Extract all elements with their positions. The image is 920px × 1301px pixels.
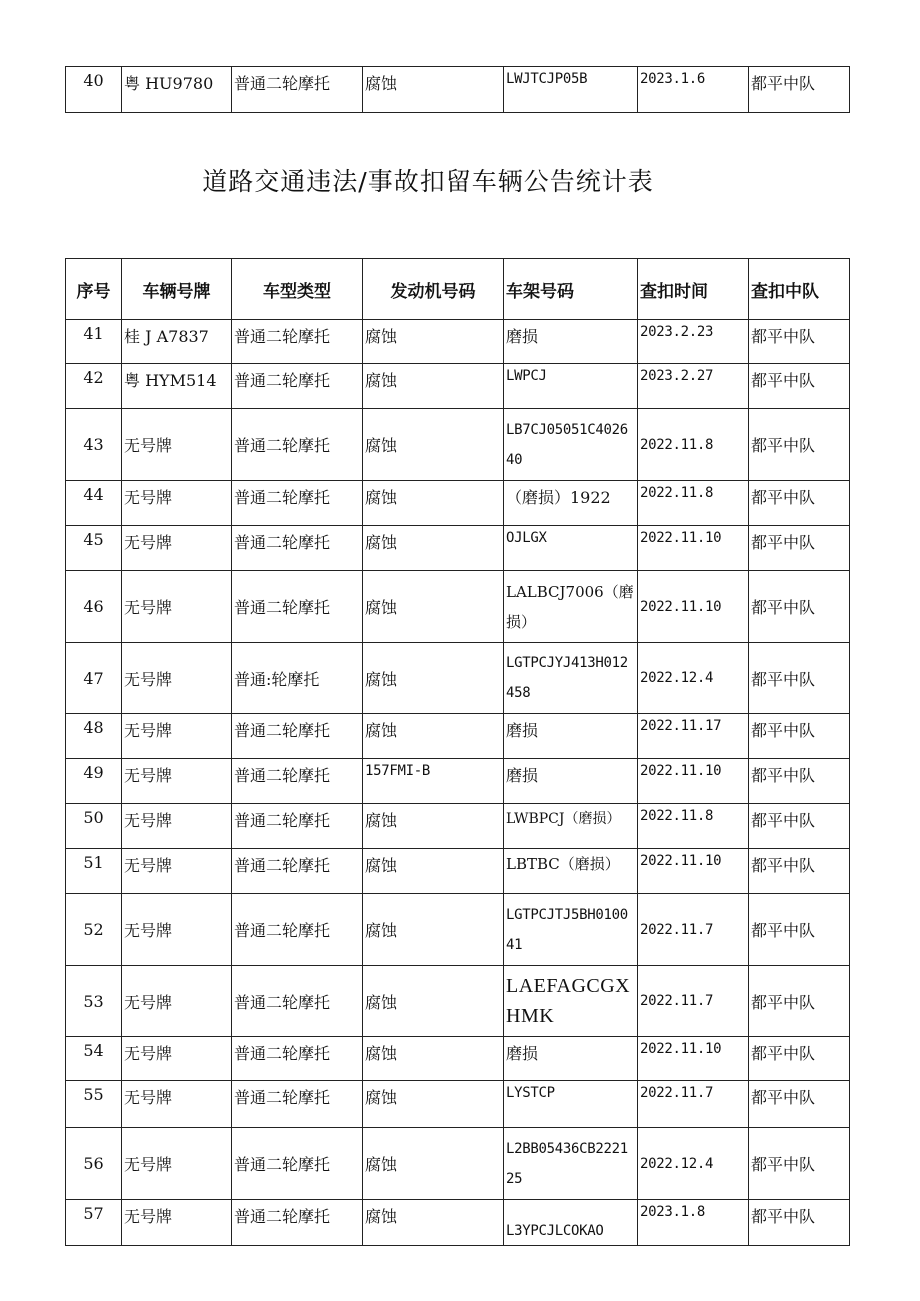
table-row [66, 526, 850, 571]
plate-cell: 无号牌 [122, 409, 232, 481]
squad-cell: 都平中队 [749, 1128, 850, 1200]
row-number: 51 [66, 849, 122, 894]
table-header-row [66, 259, 850, 320]
seizure-date-cell: 2022.11.10 [638, 849, 749, 894]
header-plate: 车辆号牌 [122, 259, 232, 320]
plate-cell: 粤 HU9780 [122, 67, 232, 113]
seizure-date-cell: 2022.11.7 [638, 966, 749, 1037]
frame-number-cell: 磨损 [504, 320, 638, 364]
seizure-date-cell: 2022.11.8 [638, 481, 749, 526]
frame-number-cell: LYSTCP [504, 1081, 638, 1128]
table-row [66, 1037, 850, 1081]
vehicle-type-cell: 普通二轮摩托 [232, 1128, 363, 1200]
frame-number-cell: LALBCJ7006（磨损） [504, 571, 638, 643]
impounded-vehicles-table [65, 258, 850, 1246]
vehicle-type-cell: 普通二轮摩托 [232, 571, 363, 643]
vehicle-type-cell: 普通二轮摩托 [232, 67, 363, 113]
plate-cell: 桂 J A7837 [122, 320, 232, 364]
plate-cell: 无号牌 [122, 526, 232, 571]
table-row [66, 759, 850, 804]
table-row [66, 320, 850, 364]
engine-number-cell: 腐蚀 [363, 966, 504, 1037]
seizure-date-cell: 2022.12.4 [638, 643, 749, 714]
table-row [66, 643, 850, 714]
table-row [66, 67, 850, 113]
row-number: 45 [66, 526, 122, 571]
engine-number-cell: 腐蚀 [363, 1037, 504, 1081]
table-row [66, 364, 850, 409]
engine-number-cell: 腐蚀 [363, 571, 504, 643]
table-row [66, 804, 850, 849]
vehicle-type-cell: 普通二轮摩托 [232, 364, 363, 409]
engine-number-cell: 157FMI-B [363, 759, 504, 804]
frame-number-cell: LAEFAGCGXHMK [504, 966, 638, 1037]
frame-number-cell: LGTPCJYJ413H012458 [504, 643, 638, 714]
engine-number-cell: 腐蚀 [363, 804, 504, 849]
engine-number-cell: 腐蚀 [363, 1128, 504, 1200]
plate-cell: 无号牌 [122, 714, 232, 759]
seizure-date-cell: 2022.11.8 [638, 409, 749, 481]
frame-number-cell: （磨损）1922 [504, 481, 638, 526]
vehicle-type-cell: 普通二轮摩托 [232, 894, 363, 966]
vehicle-type-cell: 普通二轮摩托 [232, 1037, 363, 1081]
frame-number-cell: OJLGX [504, 526, 638, 571]
row-number: 52 [66, 894, 122, 966]
row-number: 40 [66, 67, 122, 113]
squad-cell: 都平中队 [749, 966, 850, 1037]
squad-cell: 都平中队 [749, 759, 850, 804]
frame-number-cell: LWJTCJP05B [504, 67, 638, 113]
row-number: 55 [66, 1081, 122, 1128]
row-number: 50 [66, 804, 122, 849]
table-row [66, 966, 850, 1037]
squad-cell: 都平中队 [749, 894, 850, 966]
frame-number-cell: 磨损 [504, 1037, 638, 1081]
plate-cell: 无号牌 [122, 804, 232, 849]
squad-cell: 都平中队 [749, 1200, 850, 1246]
engine-number-cell: 腐蚀 [363, 409, 504, 481]
plate-cell: 无号牌 [122, 1128, 232, 1200]
plate-cell: 无号牌 [122, 759, 232, 804]
row-number: 41 [66, 320, 122, 364]
plate-cell: 无号牌 [122, 1081, 232, 1128]
engine-number-cell: 腐蚀 [363, 481, 504, 526]
header-vehicle-type: 车型类型 [232, 259, 363, 320]
plate-cell: 无号牌 [122, 1037, 232, 1081]
plate-cell: 无号牌 [122, 643, 232, 714]
seizure-date-cell: 2022.11.7 [638, 1081, 749, 1128]
seizure-date-cell: 2022.12.4 [638, 1128, 749, 1200]
frame-number-cell: L3YPCJLCOKAO [504, 1200, 638, 1246]
squad-cell: 都平中队 [749, 409, 850, 481]
seizure-date-cell: 2023.1.8 [638, 1200, 749, 1246]
row-number: 46 [66, 571, 122, 643]
seizure-date-cell: 2022.11.7 [638, 894, 749, 966]
seizure-date-cell: 2022.11.17 [638, 714, 749, 759]
seizure-date-cell: 2022.11.8 [638, 804, 749, 849]
vehicle-type-cell: 普通二轮摩托 [232, 409, 363, 481]
vehicle-type-cell: 普通二轮摩托 [232, 966, 363, 1037]
table-row [66, 714, 850, 759]
squad-cell: 都平中队 [749, 67, 850, 113]
vehicle-type-cell: 普通二轮摩托 [232, 481, 363, 526]
plate-cell: 无号牌 [122, 894, 232, 966]
header-squad: 查扣中队 [749, 259, 850, 320]
frame-number-cell: LGTPCJTJ5BH010041 [504, 894, 638, 966]
row-number: 56 [66, 1128, 122, 1200]
seizure-date-cell: 2022.11.10 [638, 526, 749, 571]
frame-number-cell: L2BB05436CB222125 [504, 1128, 638, 1200]
row-number: 48 [66, 714, 122, 759]
row-number: 49 [66, 759, 122, 804]
engine-number-cell: 腐蚀 [363, 849, 504, 894]
squad-cell: 都平中队 [749, 481, 850, 526]
table-row [66, 1128, 850, 1200]
squad-cell: 都平中队 [749, 643, 850, 714]
engine-number-cell: 腐蚀 [363, 1081, 504, 1128]
squad-cell: 都平中队 [749, 526, 850, 571]
plate-cell: 无号牌 [122, 571, 232, 643]
squad-cell: 都平中队 [749, 849, 850, 894]
row-number: 57 [66, 1200, 122, 1246]
seizure-date-cell: 2022.11.10 [638, 1037, 749, 1081]
squad-cell: 都平中队 [749, 714, 850, 759]
header-seizure-date: 查扣时间 [638, 259, 749, 320]
table-row [66, 849, 850, 894]
table-row [66, 894, 850, 966]
previous-page-table [65, 66, 850, 113]
engine-number-cell: 腐蚀 [363, 894, 504, 966]
squad-cell: 都平中队 [749, 320, 850, 364]
plate-cell: 无号牌 [122, 849, 232, 894]
engine-number-cell: 腐蚀 [363, 67, 504, 113]
engine-number-cell: 腐蚀 [363, 643, 504, 714]
engine-number-cell: 腐蚀 [363, 714, 504, 759]
header-frame-number: 车架号码 [504, 259, 638, 320]
frame-number-cell: LB7CJ05051C402640 [504, 409, 638, 481]
vehicle-type-cell: 普通:轮摩托 [232, 643, 363, 714]
header-engine-number: 发动机号码 [363, 259, 504, 320]
seizure-date-cell: 2022.11.10 [638, 571, 749, 643]
engine-number-cell: 腐蚀 [363, 320, 504, 364]
plate-cell: 无号牌 [122, 1200, 232, 1246]
plate-cell: 无号牌 [122, 481, 232, 526]
squad-cell: 都平中队 [749, 1081, 850, 1128]
vehicle-type-cell: 普通二轮摩托 [232, 320, 363, 364]
page-title: 道路交通违法/事故扣留车辆公告统计表 [202, 167, 654, 196]
row-number: 54 [66, 1037, 122, 1081]
table-row [66, 571, 850, 643]
plate-cell: 粤 HYM514 [122, 364, 232, 409]
vehicle-type-cell: 普通二轮摩托 [232, 1200, 363, 1246]
seizure-date-cell: 2023.2.23 [638, 320, 749, 364]
row-number: 47 [66, 643, 122, 714]
squad-cell: 都平中队 [749, 1037, 850, 1081]
squad-cell: 都平中队 [749, 804, 850, 849]
header-number: 序号 [66, 259, 122, 320]
row-number: 53 [66, 966, 122, 1037]
vehicle-type-cell: 普通二轮摩托 [232, 714, 363, 759]
vehicle-type-cell: 普通二轮摩托 [232, 1081, 363, 1128]
vehicle-type-cell: 普通二轮摩托 [232, 804, 363, 849]
table-row [66, 1081, 850, 1128]
frame-number-cell: LWBPCJ（磨损） [504, 804, 638, 849]
row-number: 43 [66, 409, 122, 481]
seizure-date-cell: 2023.1.6 [638, 67, 749, 113]
row-number: 42 [66, 364, 122, 409]
plate-cell: 无号牌 [122, 966, 232, 1037]
engine-number-cell: 腐蚀 [363, 526, 504, 571]
squad-cell: 都平中队 [749, 571, 850, 643]
table-row [66, 481, 850, 526]
frame-number-cell: 磨损 [504, 714, 638, 759]
vehicle-type-cell: 普通二轮摩托 [232, 526, 363, 571]
seizure-date-cell: 2022.11.10 [638, 759, 749, 804]
table-row [66, 409, 850, 481]
frame-number-cell: LBTBC（磨损） [504, 849, 638, 894]
row-number: 44 [66, 481, 122, 526]
vehicle-type-cell: 普通二轮摩托 [232, 849, 363, 894]
seizure-date-cell: 2023.2.27 [638, 364, 749, 409]
table-row [66, 1200, 850, 1246]
engine-number-cell: 腐蚀 [363, 1200, 504, 1246]
frame-number-cell: LWPCJ [504, 364, 638, 409]
engine-number-cell: 腐蚀 [363, 364, 504, 409]
frame-number-cell: 磨损 [504, 759, 638, 804]
squad-cell: 都平中队 [749, 364, 850, 409]
vehicle-type-cell: 普通二轮摩托 [232, 759, 363, 804]
